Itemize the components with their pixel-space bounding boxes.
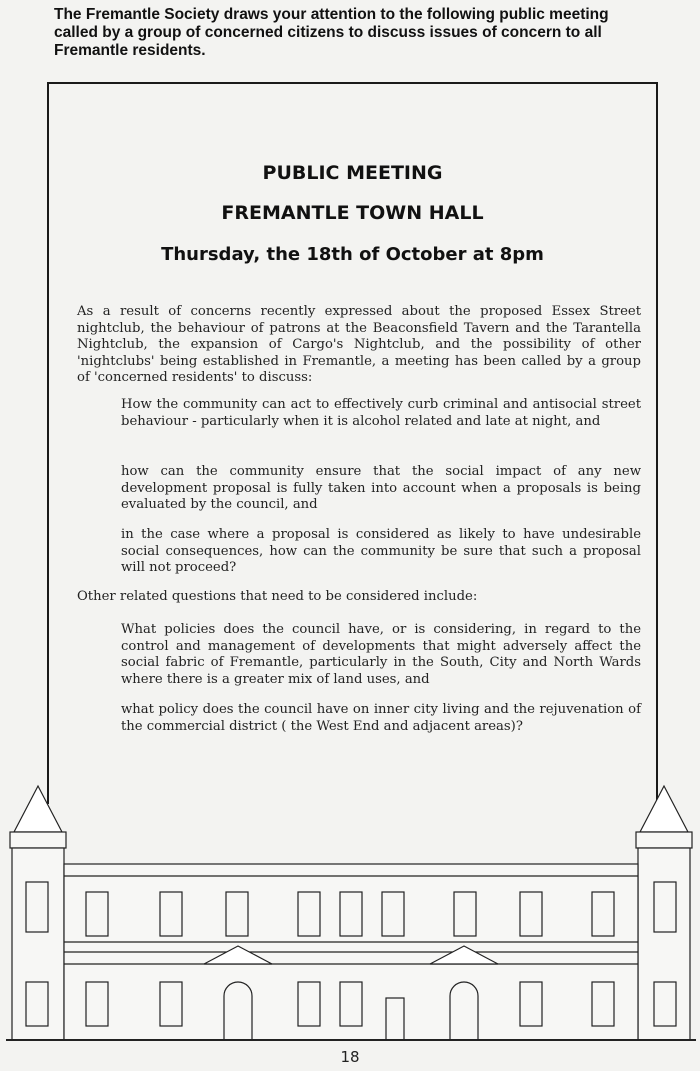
- notice-lead-paragraph: As a result of concerns recently expressed about the proposed Essex Street nightclub, the behaviour of patrons at the Beaconsfield Tavern and the Tarantella Nightclub, the expansion of Cargo's Nightclub, and the possibility of other 'nightclubs' being established in Fremantle, a meeting has been called by a group of 'concerned residents' to discuss:: [77, 304, 641, 385]
- discussion-item: in the case where a proposal is considered as likely to have undesirable social consequences, how can the community be sure that such a proposal will not proceed?: [121, 527, 641, 575]
- left-tower-cornice: [10, 832, 66, 848]
- right-tower-cornice: [636, 832, 692, 848]
- town-hall-illustration: [6, 784, 696, 1046]
- notice-venue: FREMANTLE TOWN HALL: [221, 202, 484, 224]
- other-questions-intro: Other related questions that need to be considered include:: [77, 589, 478, 604]
- page-number: 18: [340, 1048, 360, 1066]
- left-tower-body: [12, 848, 64, 1040]
- right-tower-spire: [640, 786, 688, 832]
- related-question: What policies does the council have, or is considering, in regard to the control and management of developments that might adversely affect the social fabric of Fremantle, particularly in the South, City and North Wards where there is a greater mix of land uses, and: [121, 622, 641, 687]
- intro-paragraph: The Fremantle Society draws your attention to the following public meeting called by a group of concerned citizens to discuss issues of concern to all Fremantle residents.: [54, 6, 609, 59]
- discussion-item: How the community can act to effectively curb criminal and antisocial street behaviour - particularly when it is alcohol related and late at night, and: [121, 397, 641, 429]
- notice-date: Thursday, the 18th of October at 8pm: [161, 244, 544, 265]
- discussion-item: how can the community ensure that the social impact of any new development proposal is fully taken into account when a proposals is being evaluated by the council, and: [121, 464, 641, 512]
- left-tower-spire: [14, 786, 62, 832]
- notice-heading: PUBLIC MEETING: [262, 162, 443, 184]
- meeting-notice-frame: [47, 82, 658, 804]
- related-question: what policy does the council have on inner city living and the rejuvenation of the commercial district ( the West End and adjacent areas)?: [121, 702, 641, 734]
- right-tower-body: [638, 848, 690, 1040]
